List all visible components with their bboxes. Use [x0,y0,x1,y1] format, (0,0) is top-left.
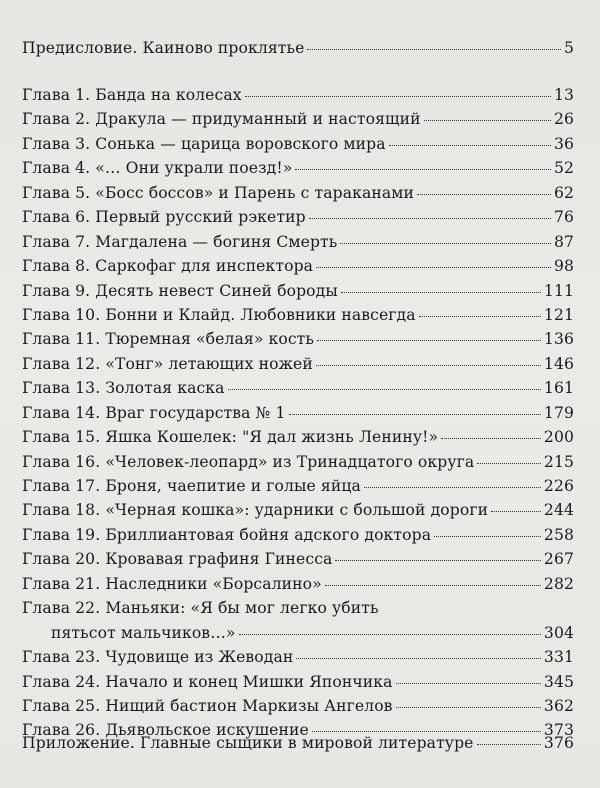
toc-entry[interactable] [22,327,574,351]
toc-entry[interactable] [22,523,574,547]
toc-entry-title: Глава 10. Бонни и Клайд. Любовники навсегда [22,305,416,324]
dot-leader [491,510,541,512]
toc-entry-page: 146 [543,354,574,373]
toc-entry-title: Глава 8. Саркофаг для инспектора [22,257,314,276]
toc-entry-title-line1: Глава 22. Маньяки: «Я бы мог легко убить [22,599,379,618]
toc-entry-title: Глава 19. Бриллиантовая бойня адского доктора [22,525,432,544]
toc-entry-page: 161 [543,379,574,398]
toc-entry-page: 87 [553,232,574,251]
toc-entry[interactable] [22,352,574,376]
toc-entry[interactable] [22,401,574,425]
dot-leader [340,242,551,244]
toc-entry[interactable] [22,254,574,278]
dot-leader [417,193,551,195]
dot-leader [477,462,541,464]
toc-entry[interactable] [22,474,574,498]
toc-entry-page: 200 [543,428,574,447]
toc-entry[interactable] [22,670,574,694]
toc-entry[interactable] [22,450,574,474]
toc-entry[interactable] [22,279,574,303]
toc-entry-page: 13 [553,86,574,104]
toc-entry-page: 62 [553,183,574,202]
dot-leader [228,388,541,390]
toc-entry-page: 376 [543,734,574,752]
toc-entry-title: Глава 11. Тюремная «белая» кость [22,330,314,349]
toc-entry[interactable] [22,645,574,669]
toc-entry-page: 26 [553,110,574,129]
dot-leader [325,584,541,586]
toc-entry-page: 52 [553,159,574,178]
toc-entry-title: Глава 4. «… Они украли поезд!» [22,159,293,178]
toc-entry-title: Глава 2. Дракула — придуманный и настоящий [22,110,421,129]
toc-entry-title: Глава 25. Нищий бастион Маркизы Ангелов [22,696,393,715]
toc-preface [22,36,574,60]
toc-entry-title: Глава 5. «Босс боссов» и Парень с тараканами [22,183,414,202]
dot-leader [335,559,540,561]
toc-entry-title: Глава 12. «Тонг» летающих ножей [22,354,313,373]
toc-entry[interactable] [22,156,574,180]
toc-entry-page: 258 [543,525,574,544]
dot-leader [289,413,541,415]
toc-entry [22,621,574,645]
toc-entry[interactable] [22,36,574,60]
dot-leader [441,437,541,439]
toc-entry[interactable] [22,83,574,107]
dot-leader [245,95,551,97]
chapter-list [22,83,574,596]
toc-entry-title: Глава 3. Сонька — царица воровского мира [22,134,386,153]
toc-entry-page: 331 [543,648,574,667]
toc-entry-title: Глава 9. Десять невест Синей бороды [22,281,338,300]
toc-entry-title: Приложение. Главные сыщики в мировой литературе [22,734,474,752]
toc-entry-page: 36 [553,134,574,153]
toc-entry-title: Предисловие. Каиново проклятье [22,39,305,57]
toc-entry-title: Глава 20. Кровавая графиня Гинесса [22,550,333,569]
dot-leader [364,486,541,488]
toc-entry-title: Глава 14. Враг государства № 1 [22,403,286,422]
toc-entry-title-line2: пятьсот мальчиков…» [51,623,236,642]
dot-leader [316,266,551,268]
toc-entry-page: 267 [543,550,574,569]
toc-entry[interactable] [22,694,574,718]
dot-leader [309,217,551,219]
toc-entry-title: Глава 18. «Черная кошка»: ударники с большой дороги [22,501,489,520]
toc-entry-page: 136 [543,330,574,349]
dot-leader [341,291,541,293]
toc-entry[interactable] [22,498,574,522]
dot-leader [307,48,561,50]
toc-entry[interactable] [22,425,574,449]
toc-entry-page: 226 [543,477,574,495]
toc-entry-page: 98 [553,257,574,276]
toc-entry-page: 244 [543,501,574,520]
toc-entry-page: 345 [543,672,574,691]
toc-entry[interactable] [22,205,574,229]
toc-entry-page: 5 [563,39,574,57]
toc-entry-title: Глава 6. Первый русский рэкетир [22,208,306,227]
toc-entry[interactable] [22,181,574,205]
toc-entry-title: Глава 23. Чудовище из Жеводан [22,648,294,667]
toc-entry-page: 179 [543,403,574,422]
toc-entry-title: Глава 16. «Человек-леопард» из Тринадцатого округа [22,452,475,471]
toc-entry-title: Глава 17. Броня, чаепитие и голые яйца [22,477,361,495]
dot-leader [239,633,541,635]
dot-leader [296,657,541,659]
toc-entry-page: 373 [543,721,574,740]
toc-entry[interactable] [22,107,574,131]
toc-entry-title: Глава 1. Банда на колесах [22,86,242,104]
toc-entry-title: Глава 21. Наследники «Борсалино» [22,574,322,593]
toc-entry-title: Глава 7. Магдалена — богиня Смерть [22,232,338,251]
dot-leader [424,119,551,121]
toc-entry-page: 76 [553,208,574,227]
toc-entry[interactable] [22,376,574,400]
dot-leader [396,706,541,708]
dot-leader [419,315,541,317]
dot-leader [295,168,551,170]
toc-entry-page: 282 [543,574,574,593]
toc-entry[interactable] [22,731,574,755]
toc-entry-page: 304 [543,623,574,642]
toc-entry-chapter-22[interactable] [22,596,574,645]
toc-entry-title: Глава 13. Золотая каска [22,379,225,398]
toc-entry[interactable] [22,132,574,156]
dot-leader [317,339,541,341]
dot-leader [316,364,541,366]
toc-entry-title: Глава 24. Начало и конец Мишки Япончика [22,672,393,691]
toc-entry[interactable] [22,572,574,596]
toc-entry-page: 215 [543,452,574,471]
toc-entry[interactable] [22,303,574,327]
toc-entry-page: 362 [543,696,574,715]
dot-leader [396,682,541,684]
toc-chapters [22,83,574,743]
chapter-list-after [22,645,574,743]
toc-entry[interactable] [22,547,574,571]
toc-entry-page: 111 [543,281,574,300]
dot-leader [477,743,541,745]
toc-entry-page: 121 [543,305,574,324]
toc-appendix [22,731,574,755]
dot-leader [389,144,551,146]
toc-entry-title: Глава 26. Дьявольское искушение [22,721,309,740]
toc-entry-title: Глава 15. Яшка Кошелек: "Я дал жизнь Ленину!» [22,428,439,447]
dot-leader [434,535,541,537]
toc-entry[interactable] [22,230,574,254]
